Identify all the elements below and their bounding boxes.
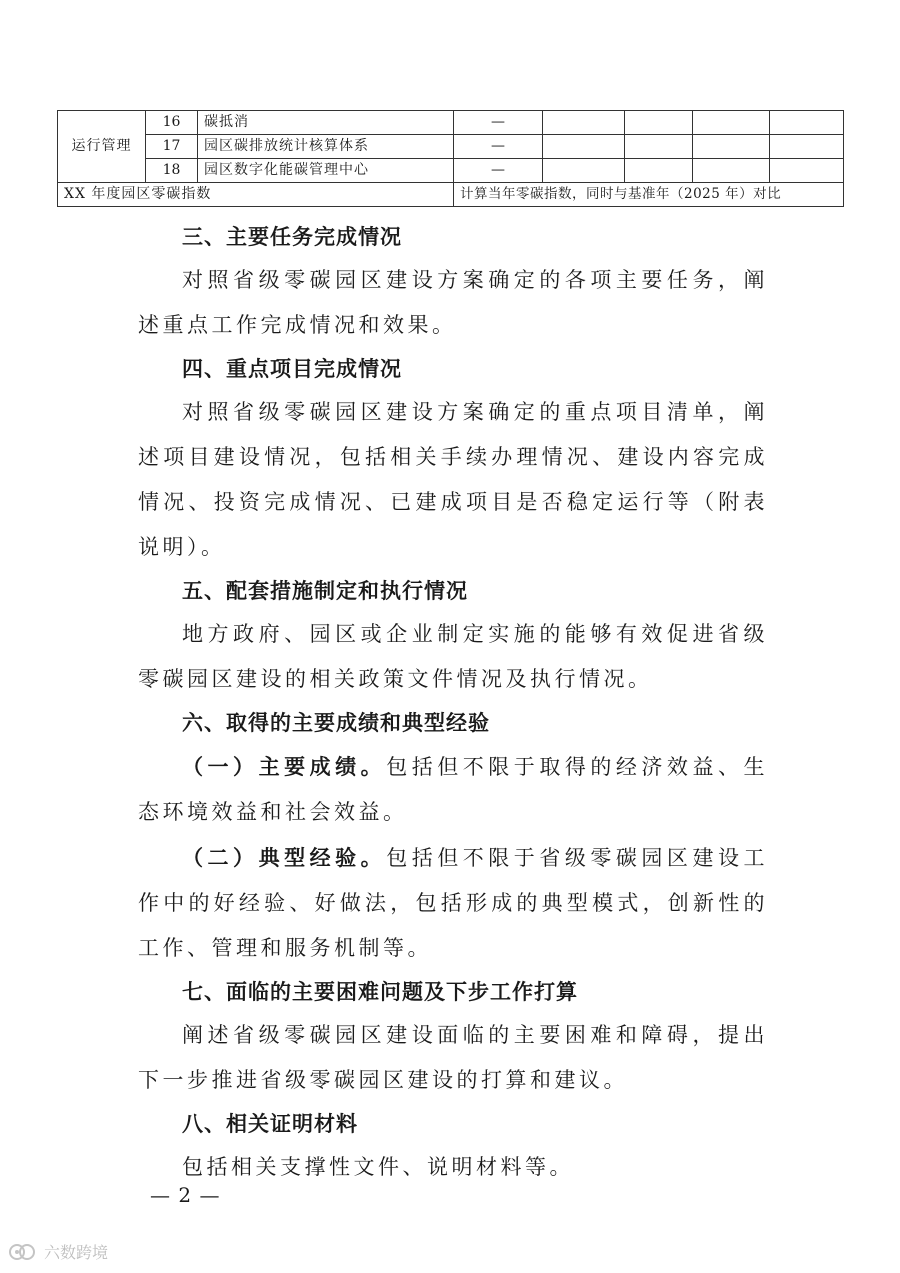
summary-note: 计算当年零碳指数，同时与基准年（2025 年）对比 <box>454 183 844 207</box>
section-paragraph-7: 阐述省级零碳园区建设面临的主要困难和障碍，提出下一步推进省级零碳园区建设的打算和建议。 <box>138 1023 768 1092</box>
subsection-text-1: 包括但不限于取得的经济效益、生态环境效益和社会效益。 <box>138 755 769 824</box>
section-paragraph-4: 对照省级零碳园区建设方案确定的重点项目清单，阐述项目建设情况，包括相关手续办理情况、建设内容完成情况、投资完成情况、已建成项目是否稳定运行等（附表说明）。 <box>138 400 768 559</box>
section-paragraph-3: 对照省级零碳园区建设方案确定的各项主要任务，阐述重点工作完成情况和效果。 <box>138 268 768 337</box>
subsection-lead-2: （二）典型经验。 <box>182 845 387 870</box>
section-heading-4: 四、重点项目完成情况 <box>182 357 402 381</box>
row-number: 17 <box>146 135 198 159</box>
table-row <box>58 159 844 183</box>
section-heading-6: 六、取得的主要成绩和典型经验 <box>182 711 490 735</box>
subsection-text-2: 包括但不限于省级零碳园区建设工作中的好经验、好做法，包括形成的典型模式，创新性的工作、管理和服务机制等。 <box>138 846 769 960</box>
summary-label: XX 年度园区零碳指数 <box>58 183 454 207</box>
empty-cell <box>770 159 844 183</box>
page-number: — 2 — <box>150 1183 221 1207</box>
empty-cell <box>693 159 770 183</box>
section-paragraph-5: 地方政府、园区或企业制定实施的能够有效促进省级零碳园区建设的相关政策文件情况及执行情况。 <box>138 622 768 691</box>
metrics-table-container <box>57 110 843 207</box>
empty-cell <box>693 111 770 135</box>
row-number: 18 <box>146 159 198 183</box>
section-paragraph-6-2 <box>138 835 768 971</box>
metrics-table <box>57 110 844 207</box>
row-value: — <box>454 159 543 183</box>
empty-cell <box>625 111 693 135</box>
section-paragraph-6-1 <box>138 744 768 835</box>
section-heading-7: 七、面临的主要困难问题及下步工作打算 <box>182 980 578 1004</box>
row-number: 16 <box>146 111 198 135</box>
empty-cell <box>625 135 693 159</box>
row-value: — <box>454 135 543 159</box>
empty-cell <box>770 111 844 135</box>
section-paragraph-8: 包括相关支撑性文件、说明材料等。 <box>182 1155 574 1179</box>
empty-cell <box>543 159 625 183</box>
section-heading-8: 八、相关证明材料 <box>182 1112 358 1136</box>
row-item: 碳抵消 <box>198 111 454 135</box>
empty-cell <box>693 135 770 159</box>
brand-logo-icon <box>8 1242 38 1262</box>
category-cell: 运行管理 <box>58 111 146 183</box>
row-item: 园区碳排放统计核算体系 <box>198 135 454 159</box>
empty-cell <box>770 135 844 159</box>
table-row <box>58 111 844 135</box>
summary-row <box>58 183 844 207</box>
document-body <box>138 216 768 1190</box>
row-item: 园区数字化能碳管理中心 <box>198 159 454 183</box>
table-row <box>58 135 844 159</box>
section-heading-5: 五、配套措施制定和执行情况 <box>182 579 468 603</box>
watermark <box>8 1240 108 1263</box>
row-value: — <box>454 111 543 135</box>
empty-cell <box>543 111 625 135</box>
subsection-lead-1: （一）主要成绩。 <box>182 754 387 779</box>
empty-cell <box>543 135 625 159</box>
section-heading-3: 三、主要任务完成情况 <box>182 225 402 249</box>
watermark-text: 六数跨境 <box>44 1243 109 1262</box>
empty-cell <box>625 159 693 183</box>
